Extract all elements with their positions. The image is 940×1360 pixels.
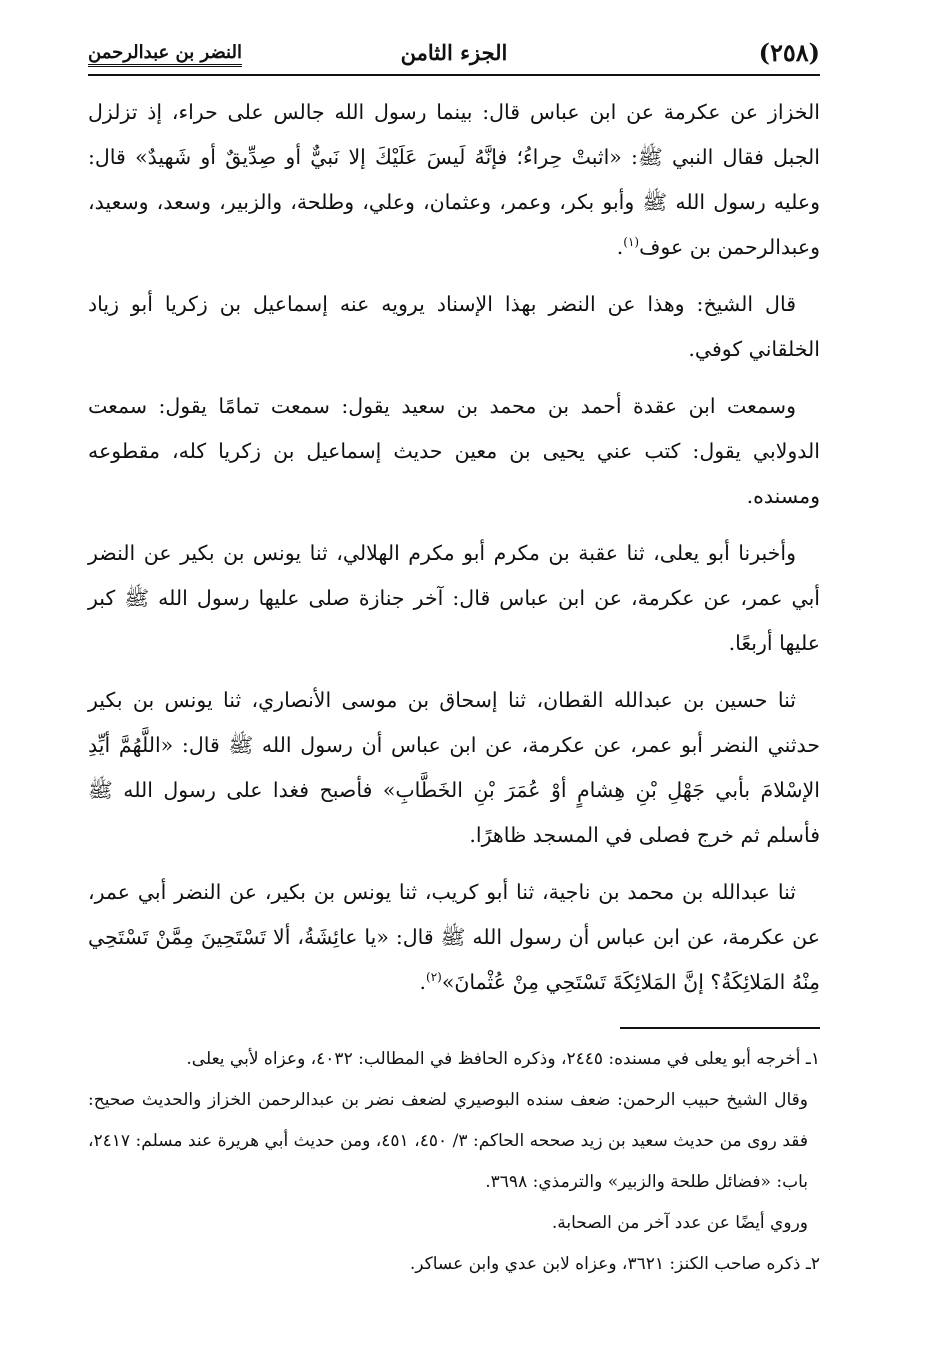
main-text	[88, 90, 820, 1005]
footnote-ref-1: (١)	[623, 235, 640, 250]
footnote-1-continuation: وقال الشيخ حبيب الرحمن: ضعف سنده البوصيري لضعف نضر بن عبدالرحمن الخزاز والحديث صحيح: فقد روى من حديث سعيد بن زيد صححه الحاكم: ٣/ ٤٥٠، ٤٥١، ومن حديث أبي هريرة عند مسلم: ٢٤١٧، باب: «فضائل طلحة والزبير» والترمذي: ٣٦٩٨.	[88, 1090, 808, 1192]
paragraph-6	[88, 870, 820, 1005]
paragraph-6-end: .	[419, 970, 426, 994]
book-page	[88, 30, 820, 1330]
running-title-author: النضر بن عبدالرحمن	[88, 42, 242, 67]
footnote-1: ١ـ أخرجه أبو يعلى في مسنده: ٢٤٤٥، وذكره الحافظ في المطالب: ٤٠٣٢، وعزاه لأبي يعلى.	[186, 1049, 820, 1069]
footnote-separator	[620, 1027, 820, 1029]
paragraph-6-text: ثنا عبدالله بن محمد بن ناجية، ثنا أبو كريب، ثنا يونس بن بكير، عن النضر أبي عمر، عن عكرمة، عن ابن عباس أن رسول الله ﷺ قال: «يا عائِشَةُ، ألا تَسْتَحِينَ مِمَّنْ تَسْتَحِي مِنْهُ المَلائِكَةُ؟ إنَّ المَلائِكَةَ تَسْتَحِي مِنْ عُثْمانَ»	[88, 880, 820, 994]
paragraph-5: ثنا حسين بن عبدالله القطان، ثنا إسحاق بن موسى الأنصاري، ثنا يونس بن بكير حدثني النضر أبو عمر، عن عكرمة، عن ابن عباس أن رسول الله ﷺ قال: «اللَّهُمَّ أيِّدِ الإسْلامَ بأبي جَهْلِ بْنِ هِشامٍ أوْ عُمَرَ بْنِ الخَطَّابِ» فأصبح فغدا على رسول الله ﷺ فأسلم ثم خرج فصلى في المسجد ظاهرًا.	[88, 688, 820, 847]
paragraph-2: قال الشيخ: وهذا عن النضر بهذا الإسناد يرويه عنه إسماعيل بن زكريا أبو زياد الخلقاني كوفي.	[88, 292, 820, 361]
paragraph-1	[88, 90, 820, 270]
part-title: الجزء الثامن	[400, 40, 508, 65]
paragraph-4: وأخبرنا أبو يعلى، ثنا عقبة بن مكرم أبو مكرم الهلالي، ثنا يونس بن بكير عن النضر أبي عمر، عن عكرمة، عن ابن عباس قال: آخر جنازة صلى عليها رسول الله ﷺ كبر عليها أربعًا.	[88, 541, 820, 655]
footnote-1-continuation-2: وروي أيضًا عن عدد آخر من الصحابة.	[551, 1213, 808, 1233]
footnote-2: ٢ـ ذكره صاحب الكنز: ٣٦٢١، وعزاه لابن عدي وابن عساكر.	[409, 1254, 820, 1274]
paragraph-3: وسمعت ابن عقدة أحمد بن محمد بن سعيد يقول: سمعت تمامًا يقول: سمعت الدولابي يقول: كتب عني يحيى بن معين حديث إسماعيل بن زكريا كله، مقطوعه ومسنده.	[88, 394, 820, 508]
page-header	[88, 30, 820, 76]
footnotes	[88, 1039, 820, 1285]
footnote-ref-2: (٢)	[426, 970, 442, 985]
paragraph-1-text: الخزاز عن عكرمة عن ابن عباس قال: بينما رسول الله جالس على حراء، إذ تزلزل الجبل فقال النبي ﷺ: «اثبتْ حِراءُ؛ فإنَّهُ لَيسَ عَلَيْكَ إلا نَبيٌّ أو صِدِّيقٌ أو شَهيدٌ» قال: وعليه رسول الله ﷺ وأبو بكر، وعمر، وعثمان، وعلي، وطلحة، والزبير، وسعد، وسعيد، وعبدالرحمن بن عوف	[88, 100, 820, 259]
paragraph-1-end: .	[616, 235, 624, 259]
page-number: (٢٥٨)	[758, 38, 820, 67]
